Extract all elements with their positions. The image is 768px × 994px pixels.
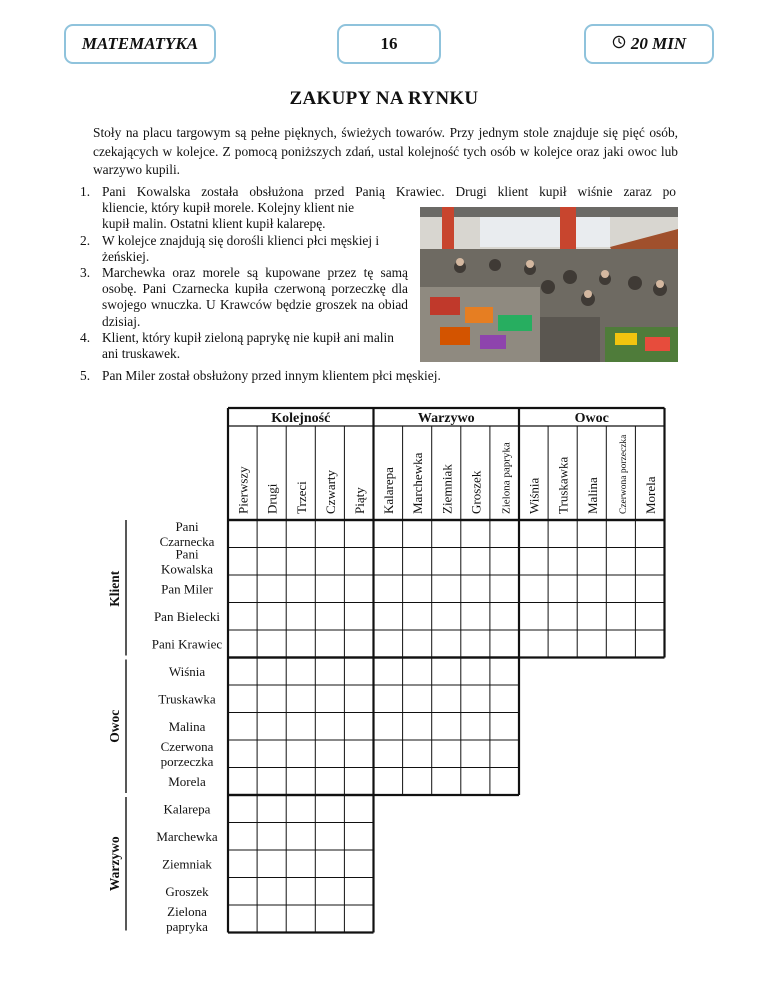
grid-cell[interactable] <box>229 769 256 795</box>
grid-cell[interactable] <box>229 604 256 630</box>
grid-cell[interactable] <box>345 851 372 877</box>
grid-cell[interactable] <box>287 714 314 740</box>
grid-cell[interactable] <box>433 714 460 740</box>
grid-cell[interactable] <box>375 576 402 602</box>
grid-cell[interactable] <box>636 631 663 657</box>
grid-cell[interactable] <box>549 604 576 630</box>
grid-cell[interactable] <box>549 631 576 657</box>
row-label: Czerwona <box>160 738 214 754</box>
grid-cell[interactable] <box>258 549 285 575</box>
grid-cell[interactable] <box>404 576 431 602</box>
column-label: Drugi <box>264 483 280 514</box>
grid-cell[interactable] <box>462 549 489 575</box>
grid-cell[interactable] <box>229 851 256 877</box>
grid-cell[interactable] <box>462 604 489 630</box>
grid-cell[interactable] <box>433 686 460 712</box>
grid-cell[interactable] <box>258 659 285 685</box>
grid-cell[interactable] <box>287 549 314 575</box>
grid-cell[interactable] <box>229 659 256 685</box>
grid-cell[interactable] <box>229 576 256 602</box>
grid-cell[interactable] <box>345 576 372 602</box>
grid-cell[interactable] <box>578 521 605 547</box>
row-label: Kowalska <box>161 561 213 577</box>
grid-cell[interactable] <box>345 824 372 850</box>
grid-cell[interactable] <box>345 741 372 767</box>
grid-cell[interactable] <box>229 631 256 657</box>
grid-cell[interactable] <box>375 549 402 575</box>
grid-cell[interactable] <box>316 796 343 822</box>
grid-cell[interactable] <box>258 576 285 602</box>
grid-cell[interactable] <box>229 906 256 932</box>
subject-label: MATEMATYKA <box>81 34 199 53</box>
row-label: Pani Krawiec <box>151 636 223 652</box>
grid-cell[interactable] <box>316 824 343 850</box>
column-label: Pierwszy <box>235 466 251 514</box>
column-label: Trzeci <box>293 481 309 514</box>
row-label: Czarnecka <box>159 533 215 549</box>
grid-cell[interactable] <box>229 824 256 850</box>
grid-cell[interactable] <box>258 741 285 767</box>
row-label: Marchewka <box>156 828 218 844</box>
row-label: Zielona <box>167 903 207 919</box>
row-label: Pani <box>175 518 199 534</box>
grid-cell[interactable] <box>462 659 489 685</box>
grid-cell[interactable] <box>316 659 343 685</box>
column-label: Marchewka <box>410 452 426 514</box>
grid-cell[interactable] <box>433 769 460 795</box>
grid-cell[interactable] <box>345 769 372 795</box>
clue-text: Pani Kowalska została obsłużona przed Panią Krawiec. Drugi klient kupił wiśnie zaraz po <box>102 184 676 199</box>
clue-number: 1. <box>80 184 91 199</box>
column-group-label: Kolejność <box>271 411 331 426</box>
column-label: Czwarty <box>322 469 338 514</box>
grid-cell[interactable] <box>287 659 314 685</box>
grid-cell[interactable] <box>287 879 314 905</box>
grid-cell[interactable] <box>316 741 343 767</box>
row-label: Truskawka <box>158 691 216 707</box>
grid-cell[interactable] <box>607 521 634 547</box>
grid-cell[interactable] <box>549 549 576 575</box>
grid-cell[interactable] <box>433 549 460 575</box>
column-label: Czerwona porzeczka <box>618 434 629 514</box>
time-label: 20 MIN <box>630 34 687 53</box>
clue-number: 2. <box>80 233 91 248</box>
grid-cell[interactable] <box>258 879 285 905</box>
grid-cell[interactable] <box>462 686 489 712</box>
grid-cell[interactable] <box>491 769 518 795</box>
column-label: Truskawka <box>555 456 571 514</box>
column-label: Piąty <box>351 487 367 514</box>
grid-cell[interactable] <box>316 769 343 795</box>
grid-cell[interactable] <box>345 604 372 630</box>
grid-cell[interactable] <box>287 796 314 822</box>
grid-cell[interactable] <box>636 604 663 630</box>
grid-cell[interactable] <box>287 906 314 932</box>
grid-cell[interactable] <box>287 576 314 602</box>
grid-cell[interactable] <box>491 604 518 630</box>
row-label: Malina <box>168 718 206 734</box>
clue-text: Marchewka oraz morele są kupowane przez tę samą osobę. Pani Czarnecka kupiła czerwoną porzeczkę dla swojego wnuczka. U Krawców będzie groszek na obiad dzisiaj. <box>102 265 408 329</box>
grid-cell[interactable] <box>607 604 634 630</box>
grid-cell[interactable] <box>229 686 256 712</box>
column-label: Kalarepa <box>381 467 397 514</box>
grid-cell[interactable] <box>316 906 343 932</box>
page-title: ZAKUPY NA RYNKU <box>289 88 479 109</box>
grid-cell[interactable] <box>549 576 576 602</box>
grid-cell[interactable] <box>375 604 402 630</box>
grid-cell[interactable] <box>229 549 256 575</box>
grid-cell[interactable] <box>520 604 547 630</box>
row-label: Pani <box>175 546 199 562</box>
column-label: Wiśnia <box>526 477 542 514</box>
grid-cell[interactable] <box>433 576 460 602</box>
grid-cell[interactable] <box>316 549 343 575</box>
grid-cell[interactable] <box>462 521 489 547</box>
grid-cell[interactable] <box>404 659 431 685</box>
grid-cell[interactable] <box>636 576 663 602</box>
grid-cell[interactable] <box>433 741 460 767</box>
grid-cell[interactable] <box>345 906 372 932</box>
grid-cell[interactable] <box>578 631 605 657</box>
grid-cell[interactable] <box>520 576 547 602</box>
grid-cell[interactable] <box>491 686 518 712</box>
grid-cell[interactable] <box>462 576 489 602</box>
grid-cell[interactable] <box>491 714 518 740</box>
grid-cell[interactable] <box>491 576 518 602</box>
grid-cell[interactable] <box>491 659 518 685</box>
grid-cell[interactable] <box>258 851 285 877</box>
page-number: 16 <box>380 34 398 53</box>
grid-cell[interactable] <box>316 686 343 712</box>
grid-cell[interactable] <box>258 521 285 547</box>
row-label: papryka <box>166 918 208 934</box>
grid-cell[interactable] <box>520 521 547 547</box>
column-label: Ziemniak <box>439 464 455 514</box>
grid-cell[interactable] <box>607 631 634 657</box>
grid-cell[interactable] <box>578 576 605 602</box>
grid-cell[interactable] <box>316 576 343 602</box>
grid-cell[interactable] <box>520 631 547 657</box>
clue-text: Pan Miler został obsłużony przed innym klientem płci męskiej. <box>102 368 441 383</box>
row-group-label: Owoc <box>107 709 122 743</box>
grid-cell[interactable] <box>345 549 372 575</box>
grid-cell[interactable] <box>316 851 343 877</box>
grid-cell[interactable] <box>607 576 634 602</box>
clue-number: 5. <box>80 368 91 383</box>
grid-cell[interactable] <box>258 631 285 657</box>
row-label: Wiśnia <box>168 663 206 679</box>
grid-cell[interactable] <box>316 714 343 740</box>
grid-cell[interactable] <box>549 521 576 547</box>
grid-cell[interactable] <box>404 521 431 547</box>
column-group-label: Warzywo <box>417 411 475 426</box>
grid-cell[interactable] <box>462 714 489 740</box>
grid-cell[interactable] <box>375 521 402 547</box>
grid-cell[interactable] <box>404 741 431 767</box>
grid-cell[interactable] <box>345 879 372 905</box>
grid-cell[interactable] <box>287 769 314 795</box>
grid-cell[interactable] <box>345 714 372 740</box>
grid-cell[interactable] <box>258 769 285 795</box>
grid-cell[interactable] <box>404 714 431 740</box>
grid-cell[interactable] <box>258 686 285 712</box>
row-label: Pan Bielecki <box>153 608 221 624</box>
column-label: Zielona papryka <box>500 442 513 514</box>
grid-cell[interactable] <box>229 879 256 905</box>
column-label: Malina <box>584 477 600 514</box>
grid-cell[interactable] <box>287 824 314 850</box>
row-group-label: Warzywo <box>107 836 122 892</box>
grid-cell[interactable] <box>316 604 343 630</box>
clue-number: 4. <box>80 330 91 345</box>
clue-number: 3. <box>80 265 91 280</box>
row-label: Morela <box>168 773 206 789</box>
grid-cell[interactable] <box>375 631 402 657</box>
grid-cell[interactable] <box>375 659 402 685</box>
grid-cell[interactable] <box>404 686 431 712</box>
grid-cell[interactable] <box>287 521 314 547</box>
grid-cell[interactable] <box>345 631 372 657</box>
grid-cell[interactable] <box>345 796 372 822</box>
column-label: Morela <box>642 476 658 514</box>
grid-cell[interactable] <box>375 714 402 740</box>
grid-cell[interactable] <box>404 769 431 795</box>
grid-cell[interactable] <box>433 659 460 685</box>
grid-cell[interactable] <box>433 631 460 657</box>
grid-cell[interactable] <box>287 686 314 712</box>
grid-cell[interactable] <box>375 769 402 795</box>
column-label: Groszek <box>468 470 484 514</box>
grid-cell[interactable] <box>607 549 634 575</box>
grid-cell[interactable] <box>287 741 314 767</box>
grid-cell[interactable] <box>491 631 518 657</box>
grid-cell[interactable] <box>287 631 314 657</box>
row-label: Kalarepa <box>163 801 211 817</box>
grid-cell[interactable] <box>520 549 547 575</box>
intro-paragraph: Stoły na placu targowym są pełne pięknych, świeżych towarów. Przy jednym stole znajduje się pięć osób, czekających w kolejce. Z pomocą poniższych zdań, ustal kolejność tych osób w kolejce oraz jaki owoc lub warzywo kupili. <box>93 125 678 177</box>
grid-cell[interactable] <box>462 769 489 795</box>
grid-cell[interactable] <box>636 549 663 575</box>
row-label: Ziemniak <box>162 856 212 872</box>
grid-cell[interactable] <box>258 604 285 630</box>
grid-cell[interactable] <box>462 631 489 657</box>
grid-cell[interactable] <box>578 604 605 630</box>
grid-cell[interactable] <box>258 906 285 932</box>
grid-cell[interactable] <box>578 549 605 575</box>
grid-cell[interactable] <box>491 549 518 575</box>
grid-cell[interactable] <box>258 824 285 850</box>
grid-cell[interactable] <box>258 714 285 740</box>
grid-cell[interactable] <box>229 796 256 822</box>
grid-cell[interactable] <box>404 631 431 657</box>
clue-text: Klient, który kupił zieloną paprykę nie kupił ani malin ani truskawek. <box>102 330 394 362</box>
grid-cell[interactable] <box>433 604 460 630</box>
row-label: Groszek <box>165 883 209 899</box>
grid-cell[interactable] <box>229 521 256 547</box>
grid-cell[interactable] <box>636 521 663 547</box>
row-label: Pan Miler <box>161 581 213 597</box>
column-group-label: Owoc <box>574 411 609 426</box>
grid-cell[interactable] <box>462 741 489 767</box>
grid-cell[interactable] <box>229 741 256 767</box>
clue-text: W kolejce znajdują się dorośli klienci płci męskiej i żeńskiej. <box>102 233 380 265</box>
grid-cell[interactable] <box>375 741 402 767</box>
row-group-label: Klient <box>107 570 122 607</box>
grid-cell[interactable] <box>316 879 343 905</box>
row-label: porzeczka <box>160 753 214 769</box>
grid-cell[interactable] <box>491 741 518 767</box>
grid-cell[interactable] <box>258 796 285 822</box>
grid-cell[interactable] <box>287 851 314 877</box>
grid-cell[interactable] <box>404 549 431 575</box>
grid-cell[interactable] <box>229 714 256 740</box>
grid-cell[interactable] <box>404 604 431 630</box>
clue-text: kliencie, który kupił morele. Kolejny klient nie <box>102 200 355 216</box>
grid-cell[interactable] <box>491 521 518 547</box>
grid-cell[interactable] <box>316 521 343 547</box>
grid-cell[interactable] <box>316 631 343 657</box>
grid-cell[interactable] <box>345 686 372 712</box>
grid-cell[interactable] <box>375 686 402 712</box>
grid-cell[interactable] <box>433 521 460 547</box>
grid-cell[interactable] <box>345 659 372 685</box>
grid-cell[interactable] <box>287 604 314 630</box>
clue-text: kupił malin. Ostatni klient kupił kalarepę. <box>102 216 326 232</box>
grid-cell[interactable] <box>345 521 372 547</box>
